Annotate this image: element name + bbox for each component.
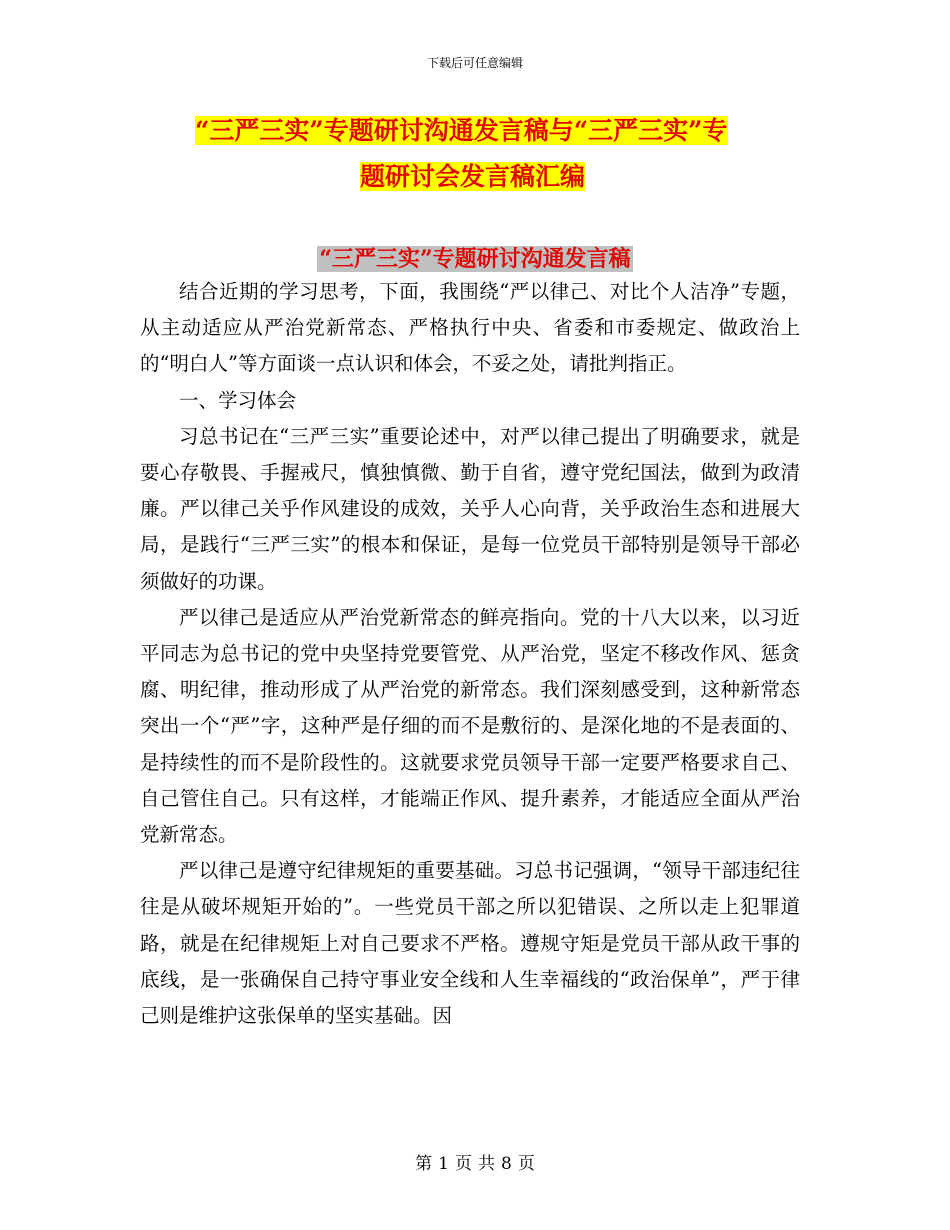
paragraph-intro: 结合近期的学习思考，下面，我围绕“严以律己、对比个人洁净”专题，从主动适应从严治党新常态、严格执行中央、省委和市委规定、做政治上的“明白人”等方面谈一点认识和体会，不妥之处，请批判指正。 xyxy=(140,280,800,376)
document-title xyxy=(195,108,805,200)
section-title-text: “三严三实”专题研讨沟通发言稿 xyxy=(319,246,631,272)
section-title xyxy=(0,244,950,274)
paragraph-4: 严以律己是遵守纪律规矩的重要基础。习总书记强调，“领导干部违纪往往是从破坏规矩开始的”。一些党员干部之所以犯错误、之所以走上犯罪道路，就是在纪律规矩上对自己要求不严格。遵规守矩是党员干部从政干事的底线，是一张确保自己持守事业安全线和人生幸福线的“政治保单”，严于律己则是维护这张保单的坚实基础。因 xyxy=(140,859,800,1028)
header-note: 下载后可任意编辑 xyxy=(426,56,523,70)
footer-word-ye-2: 页 xyxy=(517,1154,535,1174)
paragraph-heading-1: 一、学习体会 xyxy=(179,388,297,412)
paragraph-3: 严以律己是适应从严治党新常态的鲜亮指向。党的十八大以来，以习近平同志为总书记的党中央坚持党要管党、从严治党，坚定不移改作风、惩贪腐、明纪律，推动形成了从严治党的新常态。我们深刻感受到，这种新常态突出一个“严”字，这种严是仔细的而不是敷衍的、是深化地的不是表面的、是持续性的而不是阶段性的。这就要求党员领导干部一定要严格要求自己、自己管住自己。只有这样，才能端正作风、提升素养，才能适应全面从严治党新常态。 xyxy=(140,605,800,847)
paragraph-2: 习总书记在“三严三实”重要论述中，对严以律己提出了明确要求，就是要心存敬畏、手握戒尺，慎独慎微、勤于自省，遵守党纪国法，做到为政清廉。严以律己关乎作风建设的成效，关乎人心向背，关乎政治生态和进展大局，是践行“三严三实”的根本和保证，是每一位党员干部特别是领导干部必须做好的功课。 xyxy=(140,424,800,593)
page-header xyxy=(0,55,950,71)
footer-total-pages: 8 xyxy=(501,1154,512,1174)
title-line-2 xyxy=(195,154,805,200)
title-line-1 xyxy=(195,108,805,154)
footer-word-ye: 页 xyxy=(455,1154,472,1174)
document-body xyxy=(140,274,800,1034)
footer-word-di: 第 xyxy=(415,1154,433,1174)
title-line-1-text: “三严三实”专题研讨沟通发言稿与“三严三实”专 xyxy=(195,116,728,145)
footer-word-gong: 共 xyxy=(478,1154,495,1174)
title-line-2-text: 题研讨会发言稿汇编 xyxy=(359,162,585,191)
footer-current-page: 1 xyxy=(438,1154,449,1174)
page-footer xyxy=(0,1153,950,1175)
